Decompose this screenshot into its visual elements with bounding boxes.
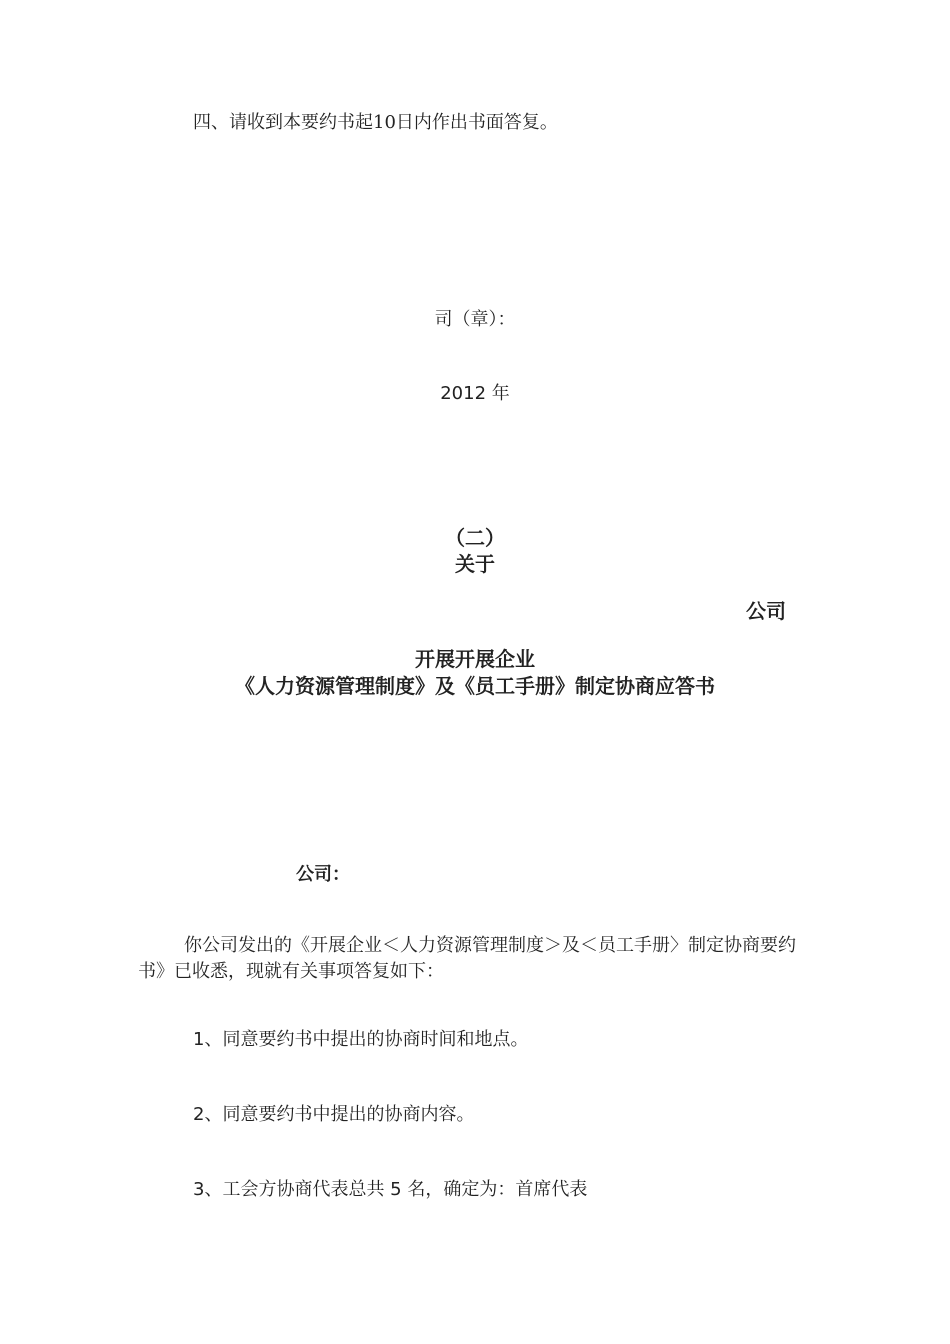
addressee: 公司：: [296, 864, 350, 885]
company-seal-line: 司（章）：: [434, 309, 516, 330]
item-four-prefix: 四、请收到本要约书起: [193, 112, 373, 133]
section-number: （二）: [445, 526, 505, 550]
signature-date: 2012 年: [440, 383, 510, 404]
heading-about: 关于: [455, 552, 495, 576]
heading-title-line2: 《人力资源管理制度》及《员工手册》制定协商应答书: [235, 674, 715, 698]
item-four-days: 10: [373, 112, 396, 133]
item-four-text: [193, 110, 558, 136]
item-four-suffix: 日内作出书面答复。: [395, 112, 558, 133]
intro-paragraph: 你公司发出的《开展企业＜人力资源管理制度＞及＜员工手册〉制定协商要约书》已收悉，现就有关事项答复如下：: [138, 935, 796, 982]
heading-title-line1: 开展开展企业: [415, 647, 535, 671]
list-item: 3、工会方协商代表总共 5 名，确定为：首席代表: [193, 1179, 588, 1200]
list-item: 1、同意要约书中提出的协商时间和地点。: [193, 1029, 529, 1050]
heading-company: 公司: [746, 599, 786, 623]
list-item: 2、同意要约书中提出的协商内容。: [193, 1104, 475, 1125]
